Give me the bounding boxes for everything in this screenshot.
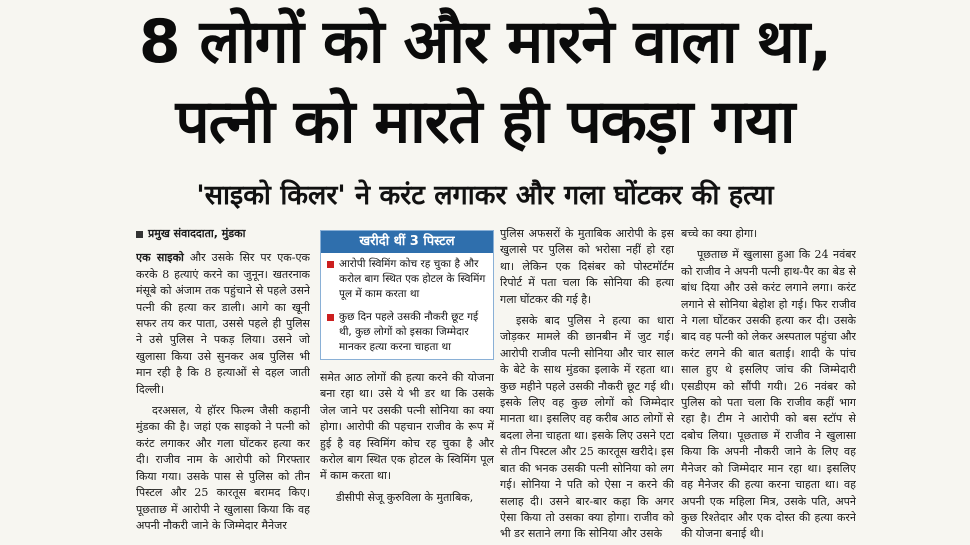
sidebar-title: खरीदी थीं 3 पिस्टल: [321, 231, 493, 253]
paragraph: बच्चे का क्या होगा।: [681, 227, 758, 240]
article-column-1: [136, 226, 310, 545]
paragraph: समेत आठ लोगों की हत्या करने की योजना बना रहा था। उसे ये भी डर था कि उसके जेल जाने पर उसकी पत्नी सोनिया का क्या होगा। आरोपी की पहचान राजीव के रूप में हुई है वह स्विमिंग कोच रह चुका है और करोल बाग स्थित एक होटल के स्विमिंग पूल में काम करता था।: [320, 371, 494, 483]
headline-line-2: पत्नी को मारते ही पकड़ा गया: [175, 87, 795, 157]
paragraph: पुलिस अफसरों के मुताबिक आरोपी के इस खुलासे पर पुलिस को भरोसा नहीं हो रहा था। लेकिन एक दिसंबर को पोस्टमॉर्टम रिपोर्ट में पता चला कि सोनिया की हत्या गला घोंटकर की गई है।: [500, 227, 674, 306]
sidebar-item: [321, 253, 493, 306]
paragraph: पूछताछ में खुलासा हुआ कि 24 नवंबर को राजीव ने अपनी पत्नी हाथ-पैर का बेड से बांध दिया और उसे करंट लगाने लगा। करंट लगाने से सोनिया बेहोश हो गई। फिर राजीव ने गला घोंटकर उसकी हत्या कर दी। उसके बाद वह पत्नी को लेकर अस्पताल पहुंचा और करंट लगने की बात बताई। शादी के पांच साल हुए थे इसलिए जांच की जिम्मेदारी एसडीएम को सौंपी गयी। 26 नवंबर को पुलिस को पता चला कि राजीव कहीं भाग रहा है। टीम ने आरोपी को बस स्टॉप से दबोच लिया। पूछताछ में राजीव ने खुलासा किया कि अपनी नौकरी जाने के लिए वह मैनेजर को जिम्मेदार मान रहा था। इसलिए वह मैनेजर की हत्या करना चाहता था। वह अपनी एक महिला मित्र, उसके पति, अपने कुछ रिश्तेदार और एक दोस्त की हत्या करने की योजना बनाई थी।: [681, 248, 856, 541]
sidebar-item: [321, 306, 493, 359]
red-square-bullet-icon: [327, 261, 334, 268]
paragraph: दरअसल, ये हॉरर फिल्म जैसी कहानी मुंडका की है। जहां एक साइको ने पत्नी को करंट लगाकर और गला घोंटकर हत्या कर दी। राजीव नाम के आरोपी को गिरफ्तार किया गया। उसके पास से पुलिस को तीन पिस्टल और 25 कारतूस बरामद किए। पूछताछ में आरोपी ने खुलासा किया कि वह अपनी नौकरी जाने के जिम्मेदार मैनेजर: [136, 404, 310, 532]
paragraph-text: और उसके सिर पर एक-एक करके 8 हत्याएं करने का जुनून। खतरनाक मंसूबे को अंजाम तक पहुंचाने से पहले उसने पत्नी की हत्या कर डाली। आगे का खूनी सफर तय कर पाता, उससे पहले ही पुलिस ने उसे पुलिस ने पकड़ लिया। उसने जो खुलासा किया उसे सुनकर अब पुलिस भी मान रही है कि 8 हत्याओं से दहल जाती दिल्ली।: [136, 251, 310, 396]
article-column-2: [320, 226, 494, 545]
sidebar-box: [320, 230, 494, 360]
red-square-bullet-icon: [327, 314, 334, 321]
paragraph: इसके बाद पुलिस ने हत्या का धारा जोड़कर मामले की छानबीन में जुट गई। आरोपी राजीव पत्नी सोनिया और चार साल के बेटे के साथ मुंडका इलाके में रहता था। कुछ महीने पहले उसकी नौकरी छूट गई थी। इसके लिए वह कुछ लोगों को जिम्मेदार मानता था। इसलिए वह करीब आठ लोगों से बदला लेना चाहता था। इसके लिए उसने एटा से तीन पिस्टल और 25 कारतूस खरीदे। इस बात की भनक उसकी पत्नी सोनिया को लग गई। सोनिया ने पति को ऐसा न करने की सलाह दी। उसने बार-बार कहा कि अगर ऐसा किया तो उसका क्या होगा। राजीव को भी डर सताने लगा कि सोनिया और उसके: [500, 314, 674, 541]
subheadline: 'साइको किलर' ने करंट लगाकर और गला घोंटकर की हत्या: [196, 180, 774, 211]
sidebar-item-text: आरोपी स्विमिंग कोच रह चुका है और करोल बाग स्थित एक होटल के स्विमिंग पूल में काम करता था: [339, 258, 486, 300]
headline-line-1: 8 लोगों को और मारने वाला था,: [138, 7, 832, 77]
byline: [136, 226, 310, 242]
lead-in: एक साइको: [136, 251, 184, 265]
article-column-3: [500, 226, 674, 545]
byline-text: प्रमुख संवाददाता, मुंडका: [148, 227, 246, 240]
article-column-4: [681, 226, 856, 545]
square-bullet-icon: [136, 231, 143, 238]
paragraph: डीसीपी सेजू कुरुविला के मुताबिक,: [336, 490, 474, 504]
sidebar-item-text: कुछ दिन पहले उसकी नौकरी छूट गई थी, कुछ लोगों को इसका जिम्मेदार मानकर हत्या करना चाहता था: [339, 311, 479, 353]
paragraph: [136, 250, 310, 398]
